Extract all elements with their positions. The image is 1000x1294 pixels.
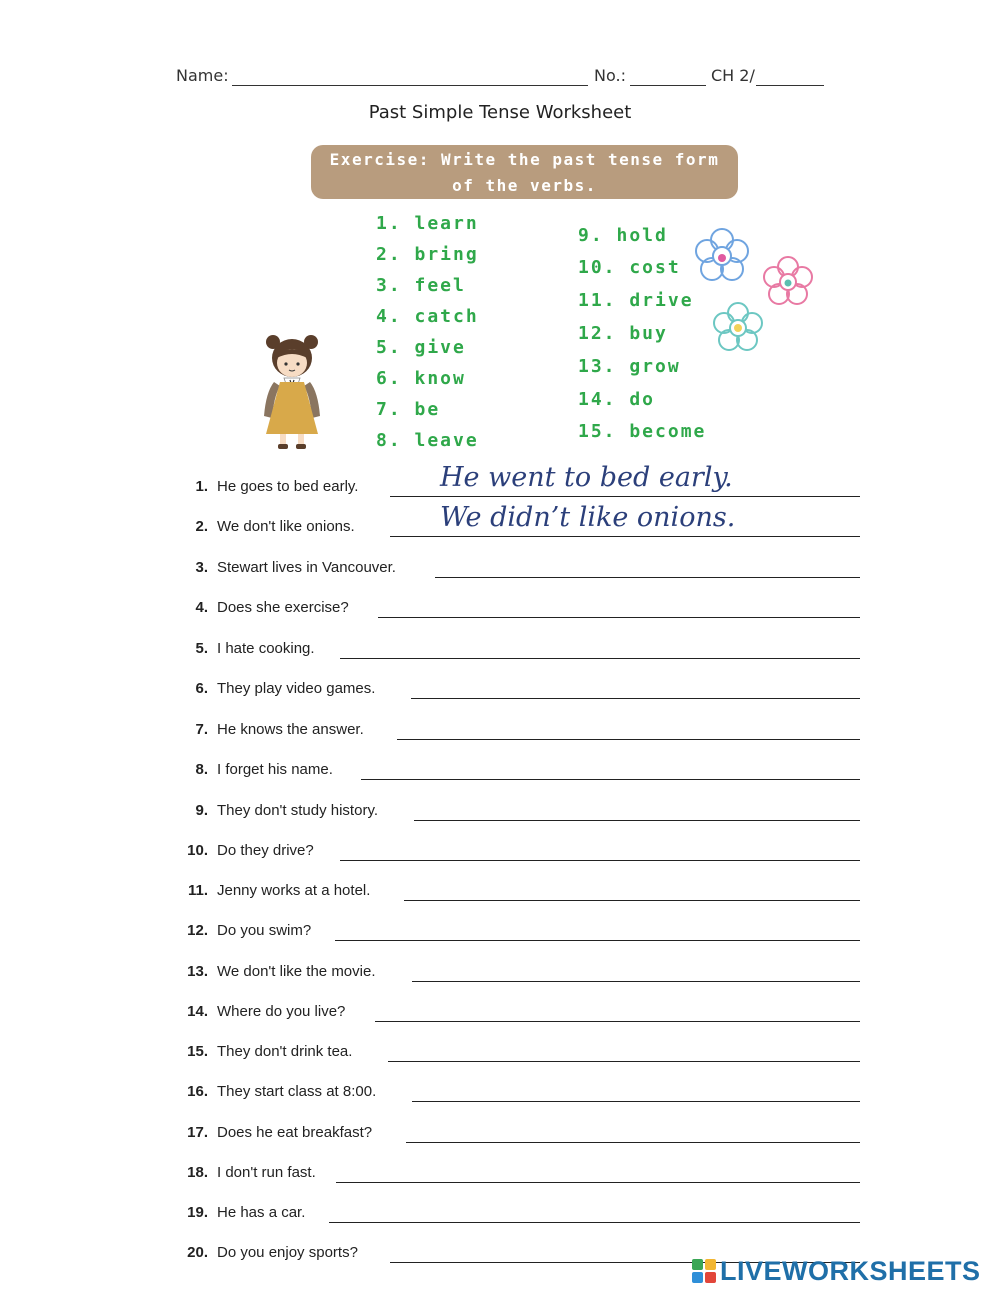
answer-field[interactable] <box>329 1222 860 1223</box>
question-row <box>178 1116 860 1146</box>
verb-item: 7. be <box>376 399 441 420</box>
question-number: 5. <box>195 640 208 657</box>
answer-field[interactable] <box>412 1101 860 1102</box>
liveworksheets-logo-icon <box>692 1259 716 1283</box>
answer-field[interactable] <box>435 577 860 578</box>
question-text: I forget his name. <box>217 761 333 778</box>
answer-field[interactable] <box>414 820 860 821</box>
number-field[interactable] <box>630 85 706 86</box>
answer-field[interactable] <box>406 1142 860 1143</box>
exercise-banner <box>311 145 738 199</box>
class-label: CH 2/ <box>711 66 755 85</box>
question-row <box>178 955 860 985</box>
question-row <box>178 632 860 662</box>
question-number: 4. <box>195 599 208 616</box>
question-number: 7. <box>195 721 208 738</box>
question-number: 6. <box>195 680 208 697</box>
exercise-instruction-line-1: Exercise: Write the past tense form <box>329 150 720 169</box>
question-text: We don't like onions. <box>217 518 355 535</box>
question-row <box>178 502 860 540</box>
question-text: They start class at 8:00. <box>217 1083 377 1100</box>
number-label: No.: <box>594 66 626 85</box>
answer-field[interactable] <box>411 698 860 699</box>
question-text: They don't study history. <box>217 802 378 819</box>
question-row <box>178 713 860 743</box>
verb-item: 15. become <box>578 421 707 442</box>
question-text: Do you enjoy sports? <box>217 1244 358 1261</box>
question-number: 19. <box>187 1204 208 1221</box>
question-row <box>178 1156 860 1186</box>
question-row <box>178 591 860 621</box>
verb-item: 8. leave <box>376 430 479 451</box>
question-text: I hate cooking. <box>217 640 315 657</box>
answer-field[interactable] <box>340 860 860 861</box>
answer-field[interactable] <box>388 1061 860 1062</box>
question-number: 17. <box>187 1124 208 1141</box>
question-text: We don't like the movie. <box>217 963 376 980</box>
student-info-header <box>176 66 826 90</box>
question-row <box>178 462 860 500</box>
question-row <box>178 551 860 581</box>
question-text: Does she exercise? <box>217 599 349 616</box>
question-text: He goes to bed early. <box>217 478 359 495</box>
answer-field[interactable] <box>390 496 860 497</box>
question-row <box>178 1075 860 1105</box>
answer-field[interactable] <box>378 617 860 618</box>
verb-item: 14. do <box>578 389 656 410</box>
flowers-illustration <box>690 220 820 360</box>
question-row <box>178 794 860 824</box>
question-text: Where do you live? <box>217 1003 346 1020</box>
question-row <box>178 914 860 944</box>
answer-field[interactable] <box>336 1182 860 1183</box>
question-number: 13. <box>187 963 208 980</box>
question-text: He knows the answer. <box>217 721 364 738</box>
name-label: Name: <box>176 66 229 85</box>
question-number: 14. <box>187 1003 208 1020</box>
girl-illustration <box>256 330 332 450</box>
question-row <box>178 995 860 1025</box>
question-text: He has a car. <box>217 1204 306 1221</box>
answer-field[interactable] <box>397 739 860 740</box>
verb-item: 6. know <box>376 368 466 389</box>
question-number: 9. <box>195 802 208 819</box>
question-number: 2. <box>195 518 208 535</box>
answer-field[interactable] <box>390 536 860 537</box>
verb-item: 9. hold <box>578 225 668 246</box>
answer-field[interactable] <box>404 900 860 901</box>
question-text: Do they drive? <box>217 842 314 859</box>
verb-item: 2. bring <box>376 244 479 265</box>
verb-item: 5. give <box>376 337 466 358</box>
question-text: Do you swim? <box>217 922 312 939</box>
question-text: I don't run fast. <box>217 1164 316 1181</box>
question-number: 18. <box>187 1164 208 1181</box>
question-number: 16. <box>187 1083 208 1100</box>
question-text: They play video games. <box>217 680 376 697</box>
verb-item: 4. catch <box>376 306 479 327</box>
question-number: 11. <box>187 882 208 899</box>
verb-item: 13. grow <box>578 356 681 377</box>
question-row <box>178 834 860 864</box>
handwritten-answer: We didn’t like onions. <box>440 502 736 533</box>
handwritten-answer: He went to bed early. <box>440 462 733 493</box>
answer-field[interactable] <box>361 779 860 780</box>
question-number: 8. <box>195 761 208 778</box>
question-number: 20. <box>187 1244 208 1261</box>
liveworksheets-logo-text: LIVEWORKSHEETS <box>720 1256 981 1286</box>
verb-item: 10. cost <box>578 257 681 278</box>
question-row <box>178 753 860 783</box>
question-row <box>178 874 860 904</box>
answer-field[interactable] <box>375 1021 860 1022</box>
worksheet-title: Past Simple Tense Worksheet <box>368 102 632 123</box>
class-field[interactable] <box>756 85 824 86</box>
question-number: 15. <box>187 1043 208 1060</box>
name-field[interactable] <box>232 85 588 86</box>
question-number: 1. <box>195 478 208 495</box>
question-number: 10. <box>187 842 208 859</box>
exercise-instruction-line-2: of the verbs. <box>452 176 597 195</box>
question-text: They don't drink tea. <box>217 1043 353 1060</box>
question-number: 3. <box>195 559 208 576</box>
question-row <box>178 672 860 702</box>
question-number: 12. <box>187 922 208 939</box>
question-text: Stewart lives in Vancouver. <box>217 559 396 576</box>
verb-item: 1. learn <box>376 213 479 234</box>
liveworksheets-logo[interactable] <box>692 1256 992 1286</box>
verb-item: 11. drive <box>578 290 694 311</box>
verb-item: 3. feel <box>376 275 466 296</box>
answer-field[interactable] <box>412 981 860 982</box>
question-text: Jenny works at a hotel. <box>217 882 371 899</box>
answer-field[interactable] <box>335 940 860 941</box>
question-row <box>178 1035 860 1065</box>
answer-field[interactable] <box>340 658 860 659</box>
question-row <box>178 1196 860 1226</box>
verb-item: 12. buy <box>578 323 668 344</box>
question-text: Does he eat breakfast? <box>217 1124 373 1141</box>
